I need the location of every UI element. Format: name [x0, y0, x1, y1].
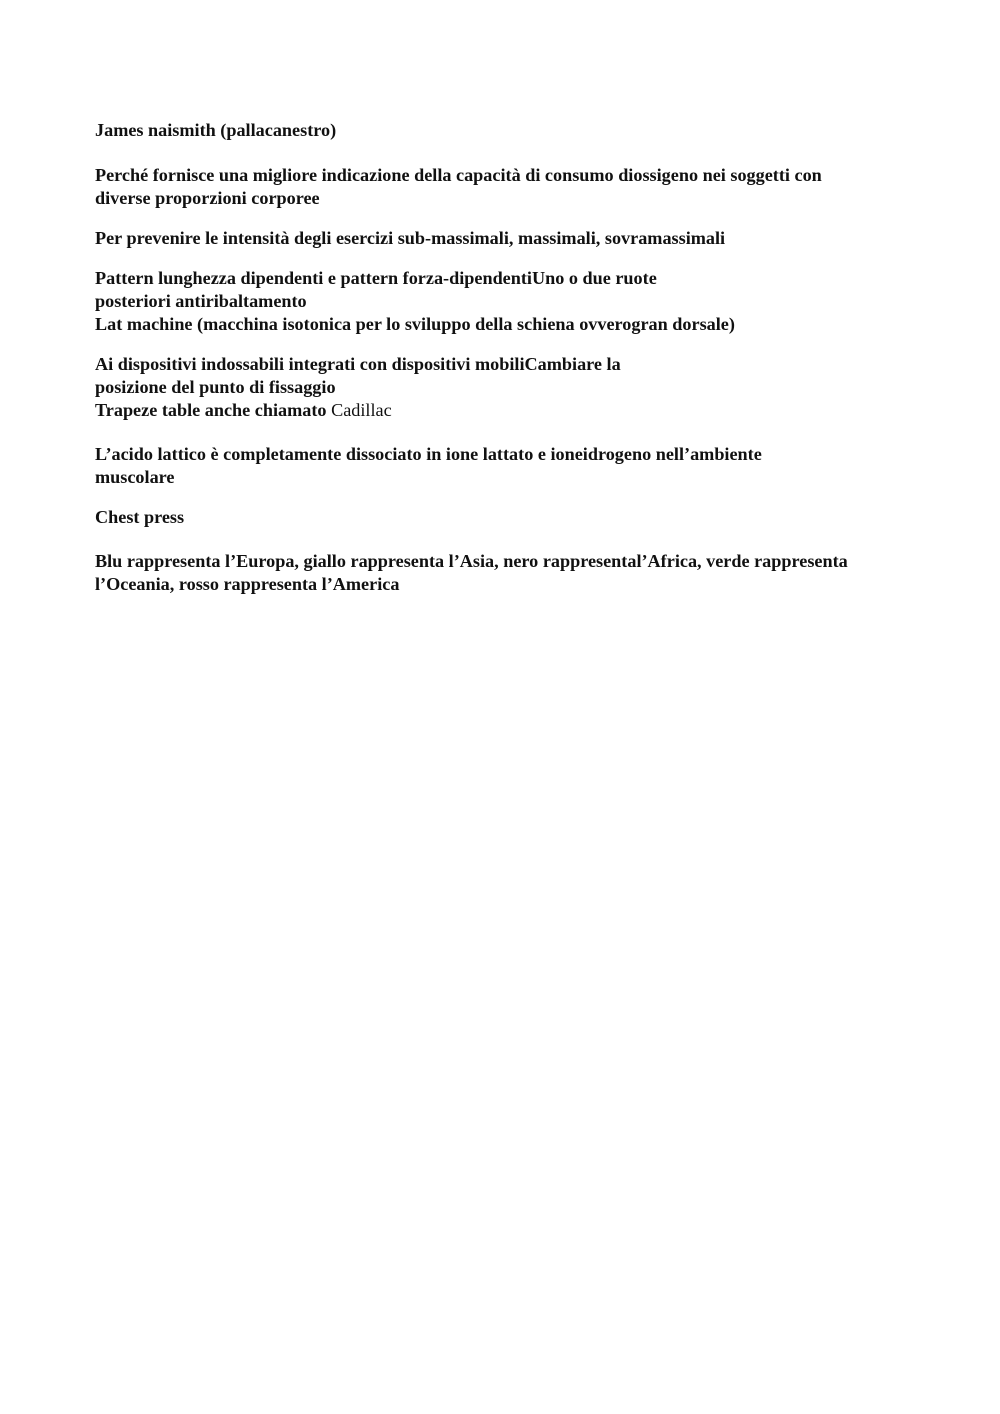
answer-1-text: James naismith (pallacanestro)	[95, 120, 337, 140]
answer-5-line-2: posizione del punto di fissaggio	[95, 377, 336, 397]
answer-paragraph-8	[95, 550, 940, 596]
answer-8-line-1: Blu rappresenta l’Europa, giallo rappresenta l’Asia, nero rappresental’Africa, verde rappresenta	[95, 551, 848, 571]
answer-paragraph-4	[95, 267, 940, 336]
answer-6-line-2: muscolare	[95, 467, 175, 487]
answer-2-line-2: diverse proporzioni corporee	[95, 188, 320, 208]
answer-5-line-3-bold: Trapeze table anche chiamato	[95, 400, 327, 420]
answer-paragraph-3	[95, 227, 940, 250]
answer-5-line-1: Ai dispositivi indossabili integrati con dispositivi mobiliCambiare la	[95, 354, 621, 374]
answer-7-text: Chest press	[95, 507, 185, 527]
answer-paragraph-5	[95, 353, 940, 422]
answer-paragraph-6	[95, 443, 940, 489]
answer-8-line-2: l’Oceania, rosso rappresenta l’America	[95, 574, 400, 594]
answer-2-line-1: Perché fornisce una migliore indicazione della capacità di consumo diossigeno nei soggetti con	[95, 165, 822, 185]
answer-paragraph-2	[95, 164, 940, 210]
answer-paragraph-1	[95, 119, 940, 142]
answer-5-line-3	[95, 399, 940, 422]
answer-4-line-2: posteriori antiribaltamento	[95, 291, 307, 311]
answer-6-line-1: L’acido lattico è completamente dissociato in ione lattato e ioneidrogeno nell’ambiente	[95, 444, 762, 464]
answer-paragraph-7	[95, 506, 940, 529]
answer-4-line-3: Lat machine (macchina isotonica per lo sviluppo della schiena ovverogran dorsale)	[95, 314, 735, 334]
document-body	[95, 119, 940, 613]
answer-4-line-1: Pattern lunghezza dipendenti e pattern forza-dipendentiUno o due ruote	[95, 268, 657, 288]
answer-3-text: Per prevenire le intensità degli esercizi sub-massimali, massimali, sovramassimali	[95, 228, 726, 248]
answer-5-line-3-normal: Cadillac	[331, 400, 392, 420]
